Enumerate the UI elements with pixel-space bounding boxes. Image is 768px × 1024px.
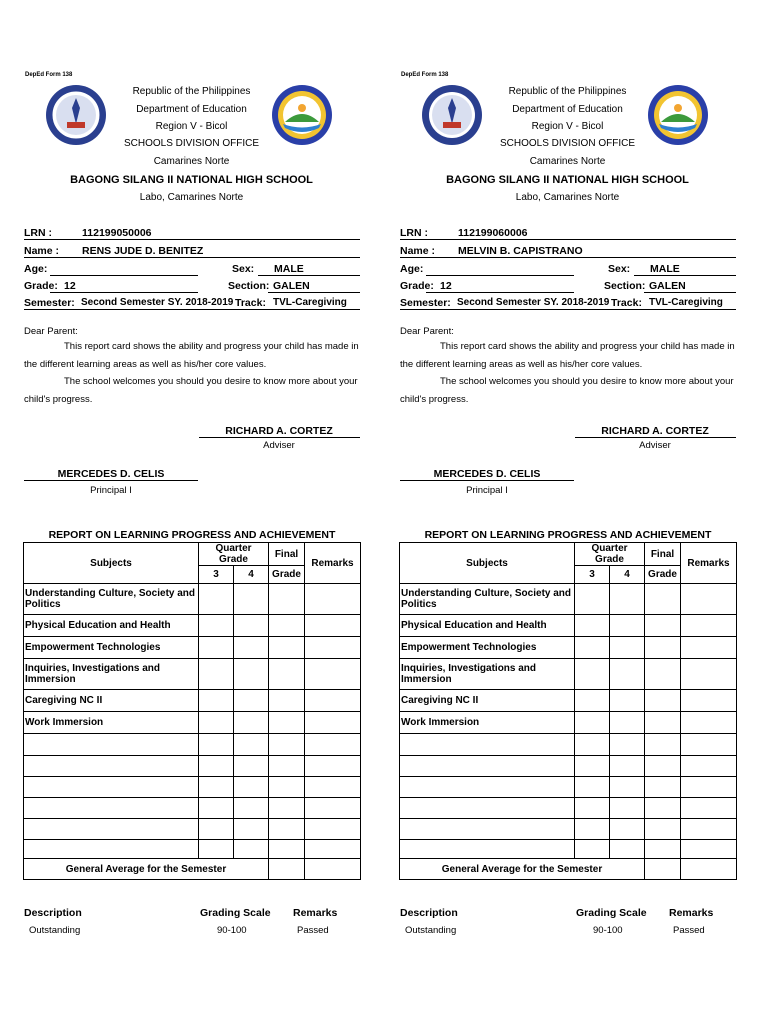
- table-row: [400, 777, 737, 798]
- adviser-role: Adviser: [263, 440, 295, 451]
- name-value: RENS JUDE D. BENITEZ: [82, 245, 204, 257]
- table-row: [24, 584, 361, 615]
- table-row: [24, 615, 361, 637]
- grade-label: Grade:: [24, 280, 58, 292]
- adviser-name: RICHARD A. CORTEZ: [225, 425, 333, 437]
- legend-scale: 90-100: [593, 925, 623, 936]
- legend-description: Outstanding: [405, 925, 457, 936]
- name-value: MELVIN B. CAPISTRANO: [458, 245, 583, 257]
- q4-header: 4: [610, 566, 645, 584]
- subject-name: Caregiving NC II: [400, 690, 575, 712]
- letter-line-3: The school welcomes you should you desire to know more about your: [440, 376, 734, 387]
- section-label: Section:: [228, 280, 270, 292]
- table-row: [400, 840, 737, 859]
- remarks-header: Remarks: [681, 543, 737, 584]
- header-line-5: Camarines Norte: [153, 156, 230, 167]
- header-line-2: Department of Education: [136, 104, 247, 115]
- track-label: Track:: [611, 297, 642, 309]
- legend-remarks-header: Remarks: [669, 907, 714, 919]
- report-card-right: [376, 0, 760, 1024]
- table-row: [24, 777, 361, 798]
- header-line-3: Region V - Bicol: [155, 121, 228, 132]
- table-row: [400, 690, 737, 712]
- table-row: [400, 615, 737, 637]
- general-average-label: General Average for the Semester: [400, 859, 645, 880]
- subject-name: Empowerment Technologies: [400, 637, 575, 659]
- legend-scale: 90-100: [217, 925, 247, 936]
- legend-description: Outstanding: [29, 925, 81, 936]
- q3-header: 3: [575, 566, 610, 584]
- lrn-value: 112199050006: [82, 227, 152, 239]
- semester-label: Semester:: [24, 297, 75, 309]
- q3-header: 3: [199, 566, 234, 584]
- legend-remarks-header: Remarks: [293, 907, 338, 919]
- sex-label: Sex:: [608, 263, 631, 275]
- letter-line-1: This report card shows the ability and progress your child has made in: [440, 341, 735, 352]
- header-line-2: Department of Education: [512, 104, 623, 115]
- name-label: Name :: [24, 245, 60, 257]
- semester-value: Second Semester SY. 2018-2019: [457, 297, 610, 308]
- table-row: [24, 756, 361, 777]
- legend-scale-header: Grading Scale: [576, 907, 647, 919]
- age-label: Age:: [24, 263, 48, 275]
- principal-name: MERCEDES D. CELIS: [433, 468, 541, 480]
- principal-name: MERCEDES D. CELIS: [57, 468, 165, 480]
- letter-salutation: Dear Parent:: [24, 326, 78, 337]
- subject-name: Understanding Culture, Society and Politics: [24, 584, 199, 615]
- section-value: GALEN: [273, 280, 310, 292]
- header-line-1: Republic of the Philippines: [132, 86, 251, 97]
- table-row: [24, 690, 361, 712]
- letter-line-4: child's progress.: [400, 394, 469, 405]
- final-header-2: Grade: [645, 566, 681, 584]
- adviser-role: Adviser: [639, 440, 671, 451]
- legend-remarks: Passed: [297, 925, 329, 936]
- name-label: Name :: [400, 245, 436, 257]
- section-value: GALEN: [649, 280, 686, 292]
- table-row: [24, 840, 361, 859]
- final-header-1: Final: [645, 543, 681, 566]
- header-line-1: Republic of the Philippines: [508, 86, 627, 97]
- subject-name: Physical Education and Health: [400, 615, 575, 637]
- final-header-1: Final: [269, 543, 305, 566]
- subject-name: Understanding Culture, Society and Politics: [400, 584, 575, 615]
- subjects-header: Subjects: [24, 543, 199, 584]
- report-title: REPORT ON LEARNING PROGRESS AND ACHIEVEMENT: [424, 529, 712, 541]
- table-row: [400, 712, 737, 734]
- grade-label: Grade:: [400, 280, 434, 292]
- letter-line-3: The school welcomes you should you desire to know more about your: [64, 376, 358, 387]
- legend-scale-header: Grading Scale: [200, 907, 271, 919]
- table-row: [400, 659, 737, 690]
- grade-value: 12: [64, 280, 76, 292]
- subject-name: Caregiving NC II: [24, 690, 199, 712]
- lrn-label: LRN :: [24, 227, 52, 239]
- table-row: [400, 819, 737, 840]
- subject-name: Work Immersion: [24, 712, 199, 734]
- table-row: [24, 712, 361, 734]
- report-title: REPORT ON LEARNING PROGRESS AND ACHIEVEMENT: [48, 529, 336, 541]
- form-code: DepEd Form 138: [25, 72, 73, 78]
- legend-remarks: Passed: [673, 925, 705, 936]
- school-location: Labo, Camarines Norte: [515, 192, 620, 203]
- table-row: [24, 819, 361, 840]
- school-name: BAGONG SILANG II NATIONAL HIGH SCHOOL: [446, 174, 689, 186]
- table-row: [400, 798, 737, 819]
- subject-name: Empowerment Technologies: [24, 637, 199, 659]
- school-name: BAGONG SILANG II NATIONAL HIGH SCHOOL: [70, 174, 313, 186]
- semester-value: Second Semester SY. 2018-2019: [81, 297, 234, 308]
- track-label: Track:: [235, 297, 266, 309]
- letter-line-2: the different learning areas as well as his/her core values.: [400, 359, 643, 370]
- school-location: Labo, Camarines Norte: [139, 192, 244, 203]
- header-line-4: SCHOOLS DIVISION OFFICE: [499, 138, 636, 149]
- principal-role: Principal I: [90, 485, 132, 496]
- table-row: [24, 798, 361, 819]
- letter-salutation: Dear Parent:: [400, 326, 454, 337]
- letter-line-4: child's progress.: [24, 394, 93, 405]
- table-row: [24, 637, 361, 659]
- q4-header: 4: [234, 566, 269, 584]
- lrn-value: 112199060006: [458, 227, 528, 239]
- subject-name: Physical Education and Health: [24, 615, 199, 637]
- table-row: [400, 584, 737, 615]
- form-code: DepEd Form 138: [401, 72, 449, 78]
- lrn-label: LRN :: [400, 227, 428, 239]
- sex-value: MALE: [274, 263, 304, 275]
- semester-label: Semester:: [400, 297, 451, 309]
- letter-line-1: This report card shows the ability and progress your child has made in: [64, 341, 359, 352]
- principal-role: Principal I: [466, 485, 508, 496]
- section-label: Section:: [604, 280, 646, 292]
- track-value: TVL-Caregiving: [273, 297, 347, 308]
- sex-label: Sex:: [232, 263, 255, 275]
- table-row: [400, 637, 737, 659]
- adviser-name: RICHARD A. CORTEZ: [601, 425, 709, 437]
- remarks-header: Remarks: [305, 543, 361, 584]
- header-line-5: Camarines Norte: [529, 156, 606, 167]
- header-line-3: Region V - Bicol: [531, 121, 604, 132]
- quarter-header: Quarter Grade: [575, 543, 645, 566]
- sex-value: MALE: [650, 263, 680, 275]
- grades-table: [23, 542, 361, 880]
- grade-value: 12: [440, 280, 452, 292]
- subject-name: Inquiries, Investigations and Immersion: [400, 659, 575, 690]
- table-row: [400, 756, 737, 777]
- subjects-header: Subjects: [400, 543, 575, 584]
- legend-description-header: Description: [400, 907, 458, 919]
- letter-line-2: the different learning areas as well as his/her core values.: [24, 359, 267, 370]
- quarter-header: Quarter Grade: [199, 543, 269, 566]
- general-average-label: General Average for the Semester: [24, 859, 269, 880]
- final-header-2: Grade: [269, 566, 305, 584]
- track-value: TVL-Caregiving: [649, 297, 723, 308]
- table-row: [400, 734, 737, 756]
- age-label: Age:: [400, 263, 424, 275]
- table-row: [24, 659, 361, 690]
- header-line-4: SCHOOLS DIVISION OFFICE: [123, 138, 260, 149]
- subject-name: Work Immersion: [400, 712, 575, 734]
- subject-name: Inquiries, Investigations and Immersion: [24, 659, 199, 690]
- table-row: [24, 734, 361, 756]
- grades-table: [399, 542, 737, 880]
- legend-description-header: Description: [24, 907, 82, 919]
